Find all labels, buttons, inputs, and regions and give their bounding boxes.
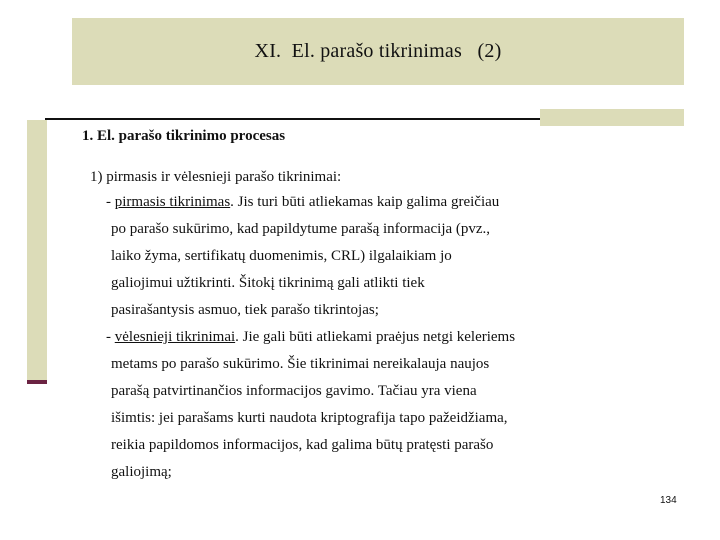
item-text: . Jis turi būti atliekamas kaip galima greičiau bbox=[230, 194, 500, 210]
item-line: galiojimui užtikrinti. Šitokį tikrinimą gali atlikti tiek bbox=[111, 275, 425, 291]
item-line: galiojimą; bbox=[111, 464, 172, 480]
bullet-dash: - bbox=[106, 194, 115, 210]
list-item-first-check bbox=[106, 194, 499, 211]
slide-title: XI. El. parašo tikrinimas (2) bbox=[254, 40, 502, 62]
item-line: pasirašantysis asmuo, tiek parašo tikrintojas; bbox=[111, 302, 379, 318]
item-line: metams po parašo sukūrimo. Šie tikrinimai nereikalauja naujos bbox=[111, 356, 490, 372]
term-first-check: pirmasis tikrinimas bbox=[114, 194, 231, 210]
item-line: reikia papildomos informacijos, kad galima būtų pratęsti parašo bbox=[111, 437, 494, 453]
page-number: 134 bbox=[660, 495, 677, 506]
item-line: po parašo sukūrimo, kad papildytume parašą informacija (pvz., bbox=[111, 221, 491, 237]
sub-heading: 1) pirmasis ir vėlesnieji parašo tikrinimai: bbox=[90, 169, 342, 185]
list-item-later-checks bbox=[106, 329, 515, 346]
item-line: išimtis: jei parašams kurti naudota kriptografija tapo pažeidžiama, bbox=[111, 410, 508, 426]
term-later-checks: vėlesnieji tikrinimai bbox=[114, 329, 236, 345]
item-line: laiko žyma, sertifikatų duomenimis, CRL) ilgalaikiam jo bbox=[111, 248, 452, 264]
bullet-dash: - bbox=[106, 329, 115, 345]
item-text: . Jie gali būti atliekami praėjus netgi keleriems bbox=[235, 329, 516, 345]
section-heading: 1. El. parašo tikrinimo procesas bbox=[82, 128, 286, 144]
item-line: parašą patvirtinančios informacijos gavimo. Tačiau yra viena bbox=[111, 383, 477, 399]
